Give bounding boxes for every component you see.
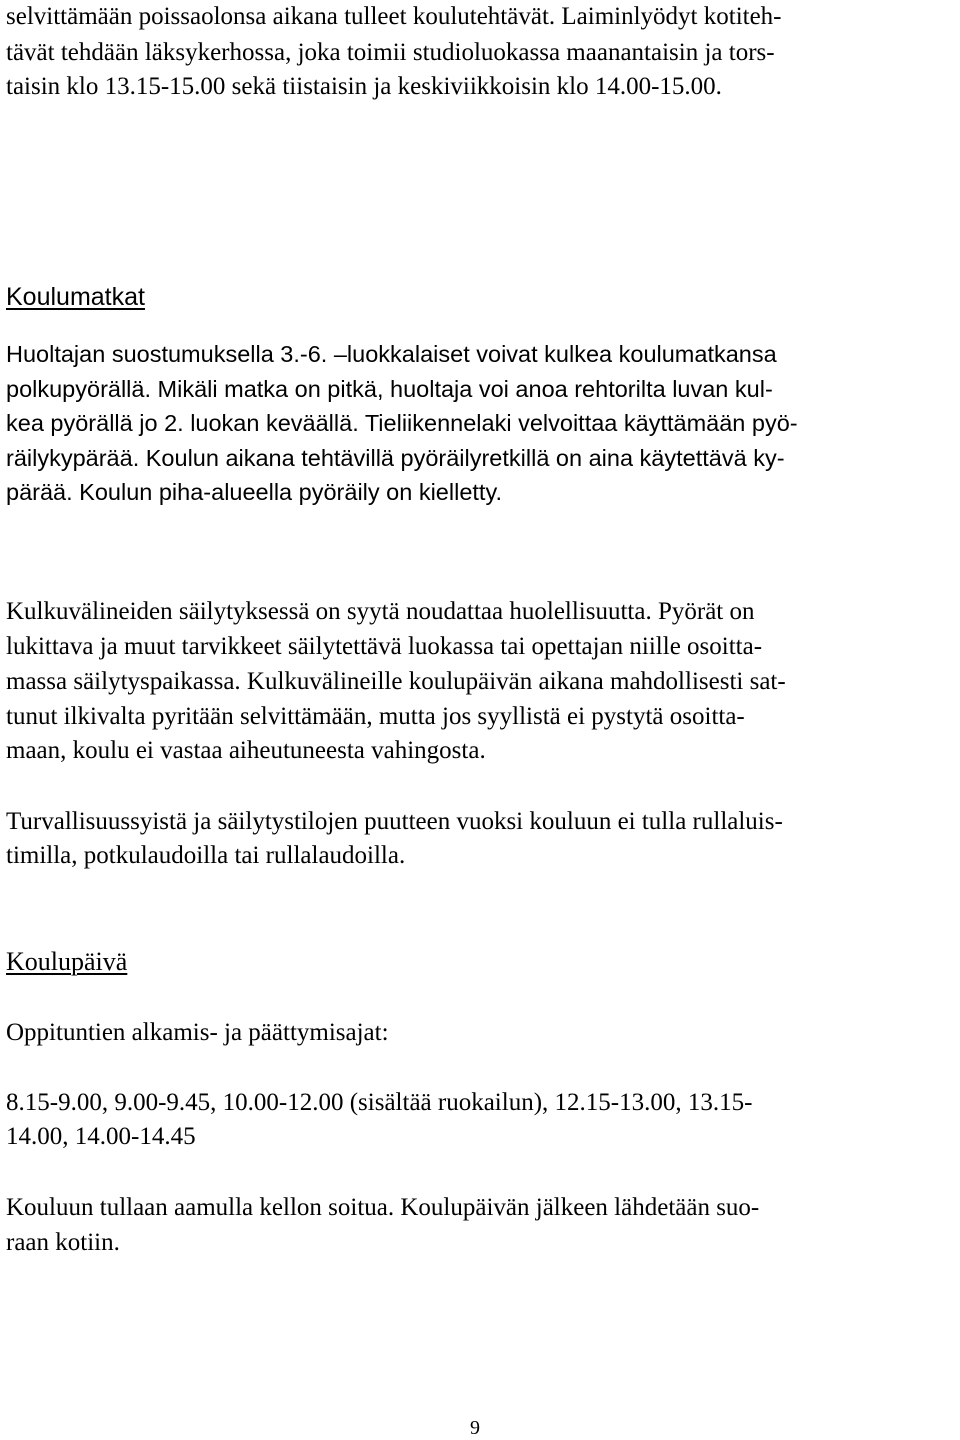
koulumatkat-p2-line-3: massa säilytyspaikassa. Kulkuvälineille koulupäivän aikana mahdollisesti sat- xyxy=(6,668,786,695)
koulumatkat-p2-line-1: Kulkuvälineiden säilytyksessä on syytä noudattaa huolellisuutta. Pyörät on xyxy=(6,598,755,625)
lesson-times-line-1: 8.15-9.00, 9.00-9.45, 10.00-12.00 (sisältää ruokailun), 12.15-13.00, 13.15- xyxy=(6,1089,753,1116)
koulumatkat-p2-line-2: lukittava ja muut tarvikkeet säilytettävä luokassa tai opettajan niille osoitta- xyxy=(6,633,763,660)
koulumatkat-p1-line-1: Huoltajan suostumuksella 3.-6. –luokkalaiset voivat kulkea koulumatkansa xyxy=(6,341,777,367)
page-number: 9 xyxy=(470,1417,480,1439)
closing-line-1: Kouluun tullaan aamulla kellon soitua. Koulupäivän jälkeen lähdetään suo- xyxy=(6,1194,760,1221)
lesson-times-line-2: 14.00, 14.00-14.45 xyxy=(6,1123,196,1150)
koulumatkat-p1-line-4: räilykypärää. Koulun aikana tehtävillä pyöräilyretkillä on aina käytettävä ky- xyxy=(6,445,785,471)
section-heading-koulumatkat: Koulumatkat xyxy=(6,283,145,311)
section-heading-koulupaiva: Koulupäivä xyxy=(6,947,128,976)
intro-line-2: tävät tehdään läksykerhossa, joka toimii studioluokassa maanantaisin ja tors- xyxy=(6,39,775,66)
koulumatkat-p3-line-2: timilla, potkulaudoilla tai rullalaudoilla. xyxy=(6,842,406,869)
koulumatkat-p2-line-4: tunut ilkivalta pyritään selvittämään, mutta jos syyllistä ei pystytä osoitta- xyxy=(6,703,745,730)
koulumatkat-p1-line-5: pärää. Koulun piha-alueella pyöräily on kielletty. xyxy=(6,479,502,505)
koulumatkat-p2-line-5: maan, koulu ei vastaa aiheutuneesta vahingosta. xyxy=(6,737,486,764)
koulumatkat-p1-line-3: kea pyörällä jo 2. luokan keväällä. Tieliikennelaki velvoittaa käyttämään pyö- xyxy=(6,410,798,436)
intro-line-3: taisin klo 13.15-15.00 sekä tiistaisin ja keskiviikkoisin klo 14.00-15.00. xyxy=(6,73,722,100)
intro-line-1: selvittämään poissaolonsa aikana tulleet koulutehtävät. Laiminlyödyt kotiteh- xyxy=(6,3,782,30)
closing-line-2: raan kotiin. xyxy=(6,1229,120,1256)
lesson-times-label: Oppituntien alkamis- ja päättymisajat: xyxy=(6,1019,389,1046)
koulumatkat-p1-line-2: polkupyörällä. Mikäli matka on pitkä, huoltaja voi anoa rehtorilta luvan kul- xyxy=(6,376,773,402)
koulumatkat-p3-line-1: Turvallisuussyistä ja säilytystilojen puutteen vuoksi kouluun ei tulla rullaluis- xyxy=(6,808,783,835)
